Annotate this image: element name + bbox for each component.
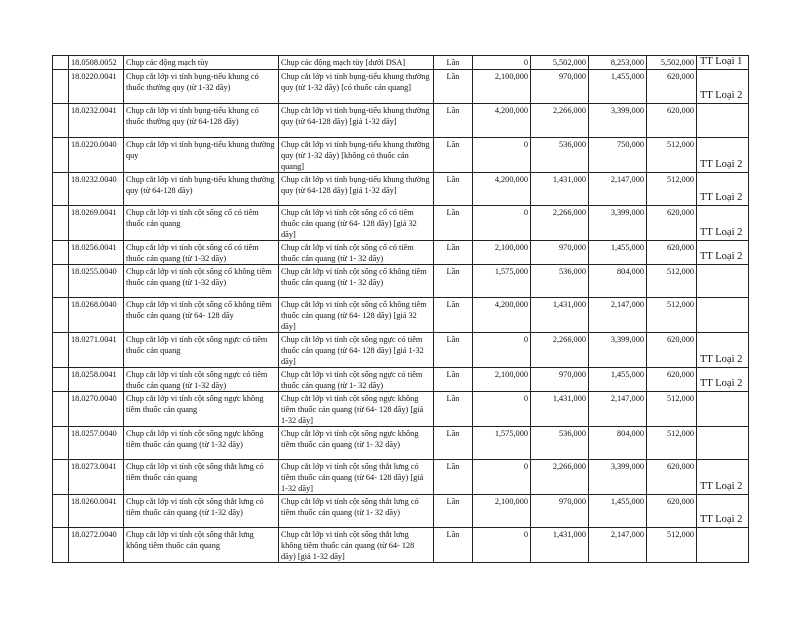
- price-cell-2: 1,431,000: [531, 528, 589, 563]
- service-code: 18.0232.0040: [69, 173, 124, 206]
- category-note: [697, 298, 749, 333]
- price-cell-3: 2,147,000: [589, 173, 647, 206]
- price-cell-3: 1,455,000: [589, 368, 647, 392]
- unit-cell: Lần: [434, 495, 473, 528]
- price-cell-3: 3,399,000: [589, 460, 647, 495]
- service-name-detail: Chụp cắt lớp vi tính cột sống cổ không tiêm thuốc cản quang (từ 1- 32 dãy): [279, 265, 434, 298]
- category-note: TT Loại 2: [697, 138, 749, 173]
- price-cell-2: 970,000: [531, 368, 589, 392]
- price-cell-4: 512,000: [647, 528, 697, 563]
- table-row: [53, 298, 749, 333]
- row-margin-cell: [53, 241, 69, 265]
- service-name-detail: Chụp cắt lớp vi tính cột sống thắt lưng có tiêm thuốc cản quang (từ 64- 128 dãy) [giá 1-32 dãy]: [279, 460, 434, 495]
- price-cell-1: 4,200,000: [473, 298, 531, 333]
- service-name: Chụp cắt lớp vi tính bụng-tiểu khung thường quy: [124, 138, 279, 173]
- service-name-detail: Chụp cắt lớp vi tính cột sống thắt lưng không tiêm thuốc cản quang (từ 64- 128 dãy) [giá 1-32 dãy]: [279, 528, 434, 563]
- row-margin-cell: [53, 427, 69, 460]
- price-cell-4: 512,000: [647, 427, 697, 460]
- service-name: Chụp cắt lớp vi tính cột sống ngực có tiêm thuốc cản quang (từ 1-32 dãy): [124, 368, 279, 392]
- service-name-detail: Chụp các động mạch tùy [dưới DSA]: [279, 56, 434, 70]
- service-name: Chụp các động mạch tùy: [124, 56, 279, 70]
- service-name-detail: Chụp cắt lớp vi tính cột sống cổ có tiêm thuốc cản quang (từ 1- 32 dãy): [279, 241, 434, 265]
- service-code: 18.0232.0041: [69, 104, 124, 138]
- service-name: Chụp cắt lớp vi tính cột sống cổ không tiêm thuốc cản quang (từ 64- 128 dãy: [124, 298, 279, 333]
- row-margin-cell: [53, 392, 69, 427]
- price-cell-2: 2,266,000: [531, 460, 589, 495]
- table-row: [53, 495, 749, 528]
- price-cell-4: 620,000: [647, 104, 697, 138]
- service-name-detail: Chụp cắt lớp vi tính bụng-tiểu khung thường quy (từ 1-32 dãy) [có thuốc cản quang]: [279, 70, 434, 104]
- service-name-detail: Chụp cắt lớp vi tính bụng-tiểu khung thường quy (từ 64-128 dãy) [giá 1-32 dãy]: [279, 173, 434, 206]
- service-name: Chụp cắt lớp vi tính bụng-tiểu khung có thuốc thường quy (từ 1-32 dãy): [124, 70, 279, 104]
- row-margin-cell: [53, 138, 69, 173]
- price-cell-2: 1,431,000: [531, 392, 589, 427]
- price-cell-4: 620,000: [647, 70, 697, 104]
- price-cell-3: 3,399,000: [589, 206, 647, 241]
- service-name: Chụp cắt lớp vi tính cột sống ngực không tiêm thuốc cản quang: [124, 392, 279, 427]
- category-note: [697, 528, 749, 563]
- category-note: TT Loại 2: [697, 333, 749, 368]
- price-cell-1: 4,200,000: [473, 173, 531, 206]
- table-row: [53, 368, 749, 392]
- table-row: [53, 427, 749, 460]
- table-row: [53, 173, 749, 206]
- price-cell-3: 1,455,000: [589, 70, 647, 104]
- service-name-detail: Chụp cắt lớp vi tính cột sống cổ có tiêm thuốc cản quang (từ 64- 128 dãy) [giá 32 dãy]: [279, 206, 434, 241]
- price-cell-2: 2,266,000: [531, 206, 589, 241]
- category-note: TT Loại 2: [697, 368, 749, 392]
- table-row: [53, 70, 749, 104]
- price-cell-1: 1,575,000: [473, 427, 531, 460]
- table-body: [53, 56, 749, 563]
- row-margin-cell: [53, 368, 69, 392]
- service-name-detail: Chụp cắt lớp vi tính cột sống ngực không tiêm thuốc cản quang (từ 64- 128 dãy) [giá 1-32 dãy]: [279, 392, 434, 427]
- price-cell-3: 804,000: [589, 427, 647, 460]
- service-code: 18.0257.0040: [69, 427, 124, 460]
- price-cell-2: 970,000: [531, 495, 589, 528]
- price-cell-1: 2,100,000: [473, 495, 531, 528]
- price-cell-3: 804,000: [589, 265, 647, 298]
- unit-cell: Lần: [434, 138, 473, 173]
- unit-cell: Lần: [434, 173, 473, 206]
- price-cell-4: 512,000: [647, 138, 697, 173]
- service-code: 18.0256.0041: [69, 241, 124, 265]
- price-cell-1: 0: [473, 56, 531, 70]
- row-margin-cell: [53, 70, 69, 104]
- unit-cell: Lần: [434, 298, 473, 333]
- service-code: 18.0258.0041: [69, 368, 124, 392]
- price-cell-3: 8,253,000: [589, 56, 647, 70]
- price-cell-1: 4,200,000: [473, 104, 531, 138]
- row-margin-cell: [53, 56, 69, 70]
- service-name: Chụp cắt lớp vi tính cột sống thắt lưng có tiêm thuốc cản quang (từ 1-32 dãy): [124, 495, 279, 528]
- category-note: TT Loại 2: [697, 460, 749, 495]
- category-note: [697, 427, 749, 460]
- price-cell-4: 620,000: [647, 206, 697, 241]
- price-cell-4: 512,000: [647, 265, 697, 298]
- price-cell-4: 620,000: [647, 333, 697, 368]
- row-margin-cell: [53, 265, 69, 298]
- price-cell-3: 2,147,000: [589, 528, 647, 563]
- unit-cell: Lần: [434, 241, 473, 265]
- table-row: [53, 241, 749, 265]
- unit-cell: Lần: [434, 104, 473, 138]
- service-name-detail: Chụp cắt lớp vi tính cột sống ngực không tiêm thuốc cản quang (từ 1- 32 dãy): [279, 427, 434, 460]
- category-note: TT Loại 2: [697, 241, 749, 265]
- category-note: [697, 392, 749, 427]
- row-margin-cell: [53, 495, 69, 528]
- unit-cell: Lần: [434, 265, 473, 298]
- unit-cell: Lần: [434, 206, 473, 241]
- price-cell-2: 970,000: [531, 241, 589, 265]
- service-code: 18.0220.0041: [69, 70, 124, 104]
- unit-cell: Lần: [434, 427, 473, 460]
- price-cell-2: 1,431,000: [531, 298, 589, 333]
- price-cell-3: 750,000: [589, 138, 647, 173]
- service-code: 18.0508.0052: [69, 56, 124, 70]
- service-name: Chụp cắt lớp vi tính cột sống cổ có tiêm thuốc cản quang (từ 1-32 dãy): [124, 241, 279, 265]
- row-margin-cell: [53, 528, 69, 563]
- service-name-detail: Chụp cắt lớp vi tính bụng-tiểu khung thường quy (từ 64-128 dãy) [giá 1-32 dãy]: [279, 104, 434, 138]
- service-code: 18.0268.0040: [69, 298, 124, 333]
- price-cell-4: 620,000: [647, 368, 697, 392]
- table-row: [53, 265, 749, 298]
- price-cell-4: 620,000: [647, 495, 697, 528]
- row-margin-cell: [53, 460, 69, 495]
- service-name: Chụp cắt lớp vi tính bụng-tiểu khung thường quy (từ 64-128 dãy): [124, 173, 279, 206]
- service-code: 18.0271.0041: [69, 333, 124, 368]
- price-cell-3: 3,399,000: [589, 333, 647, 368]
- price-cell-4: 620,000: [647, 241, 697, 265]
- price-cell-1: 0: [473, 333, 531, 368]
- row-margin-cell: [53, 333, 69, 368]
- service-name: Chụp cắt lớp vi tính cột sống ngực có tiêm thuốc cản quang: [124, 333, 279, 368]
- unit-cell: Lần: [434, 70, 473, 104]
- price-cell-2: 970,000: [531, 70, 589, 104]
- service-name-detail: Chụp cắt lớp vi tính bụng-tiểu khung thường quy (từ 1-32 dãy) [không có thuốc cản quang]: [279, 138, 434, 173]
- category-note: [697, 104, 749, 138]
- service-name-detail: Chụp cắt lớp vi tính cột sống ngực có tiêm thuốc cản quang (từ 1- 32 dãy): [279, 368, 434, 392]
- price-cell-4: 5,502,000: [647, 56, 697, 70]
- price-cell-3: 3,399,000: [589, 104, 647, 138]
- service-code: 18.0272.0040: [69, 528, 124, 563]
- price-cell-4: 512,000: [647, 298, 697, 333]
- category-note: [697, 265, 749, 298]
- price-cell-1: 0: [473, 138, 531, 173]
- price-cell-2: 1,431,000: [531, 173, 589, 206]
- table-row: [53, 333, 749, 368]
- service-name: Chụp cắt lớp vi tính bụng-tiểu khung có thuốc thường quy (từ 64-128 dãy): [124, 104, 279, 138]
- unit-cell: Lần: [434, 56, 473, 70]
- table-row: [53, 138, 749, 173]
- category-note: TT Loại 2: [697, 206, 749, 241]
- service-code: 18.0260.0041: [69, 495, 124, 528]
- price-cell-1: 2,100,000: [473, 70, 531, 104]
- service-name: Chụp cắt lớp vi tính cột sống cổ không tiêm thuốc cản quang (từ 1-32 dãy): [124, 265, 279, 298]
- price-cell-1: 0: [473, 392, 531, 427]
- price-cell-4: 512,000: [647, 392, 697, 427]
- table-row: [53, 460, 749, 495]
- category-note: TT Loại 2: [697, 70, 749, 104]
- table-row: [53, 104, 749, 138]
- price-table: [52, 55, 749, 563]
- price-cell-2: 5,502,000: [531, 56, 589, 70]
- price-cell-2: 536,000: [531, 265, 589, 298]
- service-name: Chụp cắt lớp vi tính cột sống ngực không tiêm thuốc cản quang (từ 1-32 dãy): [124, 427, 279, 460]
- price-cell-2: 2,266,000: [531, 104, 589, 138]
- row-margin-cell: [53, 173, 69, 206]
- service-name: Chụp cắt lớp vi tính cột sống cổ có tiêm thuốc cản quang: [124, 206, 279, 241]
- row-margin-cell: [53, 206, 69, 241]
- unit-cell: Lần: [434, 392, 473, 427]
- service-code: 18.0270.0040: [69, 392, 124, 427]
- row-margin-cell: [53, 298, 69, 333]
- row-margin-cell: [53, 104, 69, 138]
- price-cell-2: 2,266,000: [531, 333, 589, 368]
- price-cell-2: 536,000: [531, 427, 589, 460]
- price-cell-4: 512,000: [647, 173, 697, 206]
- category-note: TT Loại 1: [697, 56, 749, 70]
- price-cell-4: 620,000: [647, 460, 697, 495]
- table-row: [53, 206, 749, 241]
- price-cell-3: 1,455,000: [589, 241, 647, 265]
- service-name: Chụp cắt lớp vi tính cột sống thắt lưng có tiêm thuốc cản quang: [124, 460, 279, 495]
- price-cell-1: 1,575,000: [473, 265, 531, 298]
- price-cell-1: 0: [473, 528, 531, 563]
- service-name-detail: Chụp cắt lớp vi tính cột sống thắt lưng có tiêm thuốc cản quang (từ 1- 32 dãy): [279, 495, 434, 528]
- table-row: [53, 528, 749, 563]
- price-cell-1: 2,100,000: [473, 368, 531, 392]
- table-row: [53, 56, 749, 70]
- service-name: Chụp cắt lớp vi tính cột sống thắt lưng không tiêm thuốc cản quang: [124, 528, 279, 563]
- price-cell-3: 1,455,000: [589, 495, 647, 528]
- category-note: TT Loại 2: [697, 173, 749, 206]
- service-code: 18.0255.0040: [69, 265, 124, 298]
- unit-cell: Lần: [434, 333, 473, 368]
- service-code: 18.0269.0041: [69, 206, 124, 241]
- price-cell-1: 0: [473, 206, 531, 241]
- service-code: 18.0273.0041: [69, 460, 124, 495]
- price-cell-3: 2,147,000: [589, 298, 647, 333]
- category-note: TT Loại 2: [697, 495, 749, 528]
- unit-cell: Lần: [434, 368, 473, 392]
- service-name-detail: Chụp cắt lớp vi tính cột sống cổ không tiêm thuốc cản quang (từ 64- 128 dãy) [giá 32 dãy]: [279, 298, 434, 333]
- price-cell-3: 2,147,000: [589, 392, 647, 427]
- table-row: [53, 392, 749, 427]
- service-code: 18.0220.0040: [69, 138, 124, 173]
- service-name-detail: Chụp cắt lớp vi tính cột sống ngực có tiêm thuốc cản quang (từ 64- 128 dãy) [giá 1-32 dãy]: [279, 333, 434, 368]
- unit-cell: Lần: [434, 460, 473, 495]
- price-cell-1: 2,100,000: [473, 241, 531, 265]
- unit-cell: Lần: [434, 528, 473, 563]
- price-cell-1: 0: [473, 460, 531, 495]
- price-cell-2: 536,000: [531, 138, 589, 173]
